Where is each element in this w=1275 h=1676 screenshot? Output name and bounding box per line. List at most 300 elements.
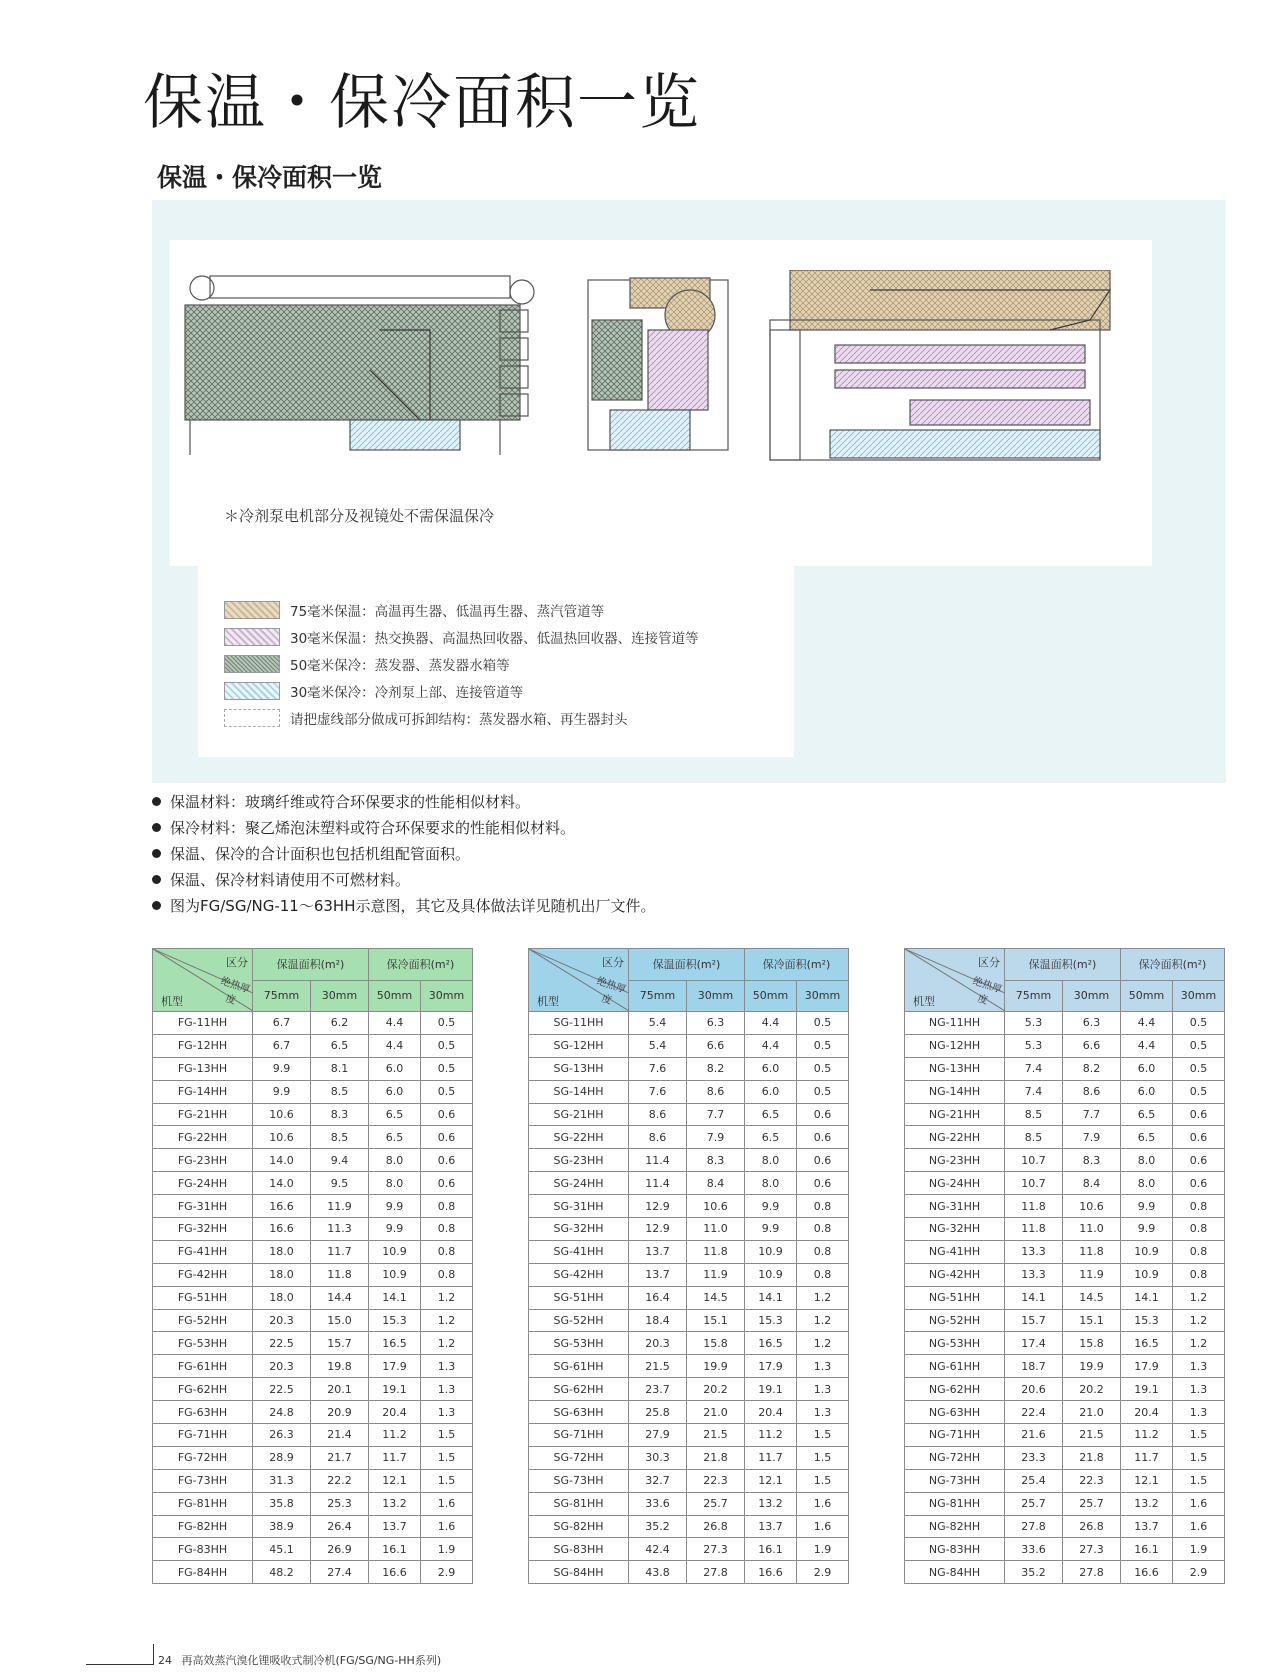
value-cell: 18.7: [1005, 1355, 1063, 1378]
model-cell: SG-81HH: [529, 1492, 629, 1515]
header-heat-75: 75mm: [1005, 980, 1063, 1012]
model-cell: SG-42HH: [529, 1263, 629, 1286]
value-cell: 17.9: [369, 1355, 421, 1378]
value-cell: 20.3: [253, 1309, 311, 1332]
value-cell: 10.9: [745, 1263, 797, 1286]
model-cell: NG-81HH: [905, 1492, 1005, 1515]
value-cell: 32.7: [629, 1469, 687, 1492]
value-cell: 1.3: [1173, 1401, 1225, 1424]
value-cell: 8.4: [687, 1172, 745, 1195]
middle-unit-drawing: [588, 278, 728, 450]
value-cell: 14.1: [1005, 1286, 1063, 1309]
value-cell: 14.5: [687, 1286, 745, 1309]
value-cell: 16.4: [629, 1286, 687, 1309]
area-table: [528, 948, 849, 1584]
value-cell: 4.4: [1121, 1012, 1173, 1035]
value-cell: 27.4: [311, 1561, 369, 1584]
value-cell: 11.8: [1005, 1218, 1063, 1241]
value-cell: 6.5: [745, 1103, 797, 1126]
value-cell: 15.8: [687, 1332, 745, 1355]
table-row: [153, 1149, 473, 1172]
value-cell: 18.4: [629, 1309, 687, 1332]
table-row: [153, 1515, 473, 1538]
value-cell: 9.9: [745, 1195, 797, 1218]
value-cell: 14.5: [1063, 1286, 1121, 1309]
value-cell: 12.9: [629, 1218, 687, 1241]
table-row: [905, 1515, 1225, 1538]
table-row: [153, 1309, 473, 1332]
value-cell: 9.9: [253, 1057, 311, 1080]
value-cell: 1.9: [1173, 1538, 1225, 1561]
value-cell: 8.0: [369, 1172, 421, 1195]
table-row: [529, 1446, 849, 1469]
value-cell: 21.4: [311, 1424, 369, 1447]
value-cell: 10.9: [1121, 1263, 1173, 1286]
table-row: [153, 1012, 473, 1035]
header-model: 机型: [537, 995, 559, 1008]
value-cell: 1.2: [797, 1332, 849, 1355]
page-title: 保温・保冷面积一览: [143, 68, 701, 138]
header-cold-50: 50mm: [369, 980, 421, 1012]
model-cell: NG-72HH: [905, 1446, 1005, 1469]
table-row: [529, 1034, 849, 1057]
value-cell: 5.3: [1005, 1012, 1063, 1035]
value-cell: 0.8: [797, 1195, 849, 1218]
model-cell: NG-21HH: [905, 1103, 1005, 1126]
value-cell: 0.5: [421, 1080, 473, 1103]
value-cell: 0.5: [1173, 1012, 1225, 1035]
value-cell: 10.6: [253, 1126, 311, 1149]
model-cell: SG-84HH: [529, 1561, 629, 1584]
footer-text: 再高效蒸汽溴化锂吸收式制冷机(FG/SG/NG-HH系列): [181, 1654, 442, 1667]
model-cell: SG-31HH: [529, 1195, 629, 1218]
value-cell: 11.4: [629, 1172, 687, 1195]
table-row: [905, 1332, 1225, 1355]
legend-label: 30毫米保冷：冷剂泵上部、连接管道等: [290, 684, 524, 701]
value-cell: 1.3: [421, 1355, 473, 1378]
figure-note: ＊冷剂泵电机部分及视镜处不需保温保冷: [224, 507, 495, 525]
value-cell: 6.5: [745, 1126, 797, 1149]
value-cell: 17.4: [1005, 1332, 1063, 1355]
model-cell: NG-63HH: [905, 1401, 1005, 1424]
model-cell: NG-14HH: [905, 1080, 1005, 1103]
value-cell: 6.0: [369, 1080, 421, 1103]
table-row: [153, 1561, 473, 1584]
value-cell: 21.5: [687, 1424, 745, 1447]
value-cell: 0.8: [421, 1240, 473, 1263]
table-row: [905, 1263, 1225, 1286]
value-cell: 14.0: [253, 1149, 311, 1172]
value-cell: 27.8: [1063, 1561, 1121, 1584]
value-cell: 1.3: [1173, 1355, 1225, 1378]
value-cell: 0.6: [797, 1149, 849, 1172]
value-cell: 0.8: [421, 1218, 473, 1241]
value-cell: 13.7: [629, 1263, 687, 1286]
bullet-icon: [152, 875, 161, 884]
table-row: [905, 1012, 1225, 1035]
value-cell: 21.0: [687, 1401, 745, 1424]
value-cell: 12.9: [629, 1195, 687, 1218]
value-cell: 1.2: [421, 1309, 473, 1332]
model-cell: NG-84HH: [905, 1561, 1005, 1584]
value-cell: 15.3: [369, 1309, 421, 1332]
value-cell: 9.9: [1121, 1195, 1173, 1218]
value-cell: 0.8: [421, 1195, 473, 1218]
model-cell: SG-53HH: [529, 1332, 629, 1355]
value-cell: 1.2: [421, 1286, 473, 1309]
legend-item: [224, 704, 699, 731]
table-row: [529, 1240, 849, 1263]
value-cell: 8.5: [311, 1080, 369, 1103]
value-cell: 1.6: [1173, 1515, 1225, 1538]
value-cell: 35.8: [253, 1492, 311, 1515]
value-cell: 1.5: [1173, 1446, 1225, 1469]
value-cell: 8.6: [1063, 1080, 1121, 1103]
value-cell: 9.9: [745, 1218, 797, 1241]
value-cell: 9.9: [369, 1195, 421, 1218]
value-cell: 11.0: [687, 1218, 745, 1241]
value-cell: 11.7: [311, 1240, 369, 1263]
model-cell: FG-32HH: [153, 1218, 253, 1241]
value-cell: 1.5: [1173, 1469, 1225, 1492]
value-cell: 19.9: [687, 1355, 745, 1378]
value-cell: 25.7: [687, 1492, 745, 1515]
table-row: [905, 1469, 1225, 1492]
header-heat-area: 保温面积(m²): [1005, 949, 1121, 981]
value-cell: 2.9: [421, 1561, 473, 1584]
note-item: 保温材料：玻璃纤维或符合环保要求的性能相似材料。: [152, 788, 656, 814]
model-cell: FG-21HH: [153, 1103, 253, 1126]
table-row: [905, 1149, 1225, 1172]
model-cell: NG-22HH: [905, 1126, 1005, 1149]
value-cell: 11.4: [629, 1149, 687, 1172]
model-cell: SG-51HH: [529, 1286, 629, 1309]
value-cell: 20.2: [687, 1378, 745, 1401]
model-cell: SG-41HH: [529, 1240, 629, 1263]
value-cell: 15.8: [1063, 1332, 1121, 1355]
value-cell: 0.5: [797, 1057, 849, 1080]
value-cell: 13.3: [1005, 1263, 1063, 1286]
value-cell: 8.0: [745, 1149, 797, 1172]
value-cell: 2.9: [1173, 1561, 1225, 1584]
header-cold-50: 50mm: [745, 980, 797, 1012]
value-cell: 11.7: [1121, 1446, 1173, 1469]
value-cell: 22.3: [687, 1469, 745, 1492]
note-item: 保冷材料：聚乙烯泡沫塑料或符合环保要求的性能相似材料。: [152, 814, 656, 840]
value-cell: 1.9: [421, 1538, 473, 1561]
value-cell: 15.1: [1063, 1309, 1121, 1332]
model-cell: SG-82HH: [529, 1515, 629, 1538]
table-row: [905, 1355, 1225, 1378]
table-row: [529, 1195, 849, 1218]
legend-swatch-dashed: [224, 709, 280, 727]
value-cell: 10.9: [745, 1240, 797, 1263]
value-cell: 27.8: [1005, 1515, 1063, 1538]
value-cell: 6.5: [311, 1034, 369, 1057]
value-cell: 23.3: [1005, 1446, 1063, 1469]
header-heat-30: 30mm: [687, 980, 745, 1012]
model-cell: NG-42HH: [905, 1263, 1005, 1286]
model-cell: NG-24HH: [905, 1172, 1005, 1195]
value-cell: 5.4: [629, 1012, 687, 1035]
table-row: [905, 1195, 1225, 1218]
legend-swatch-75mm-insulation: [224, 601, 280, 619]
value-cell: 27.9: [629, 1424, 687, 1447]
value-cell: 16.6: [745, 1561, 797, 1584]
value-cell: 16.1: [369, 1538, 421, 1561]
value-cell: 8.5: [311, 1126, 369, 1149]
value-cell: 1.9: [797, 1538, 849, 1561]
header-heat-30: 30mm: [1063, 980, 1121, 1012]
header-cold-area: 保冷面积(m²): [745, 949, 849, 981]
model-cell: NG-82HH: [905, 1515, 1005, 1538]
value-cell: 22.5: [253, 1332, 311, 1355]
table-row: [153, 1378, 473, 1401]
model-cell: SG-72HH: [529, 1446, 629, 1469]
value-cell: 0.6: [421, 1149, 473, 1172]
value-cell: 8.0: [369, 1149, 421, 1172]
table-row: [529, 1080, 849, 1103]
table-row: [905, 1057, 1225, 1080]
value-cell: 4.4: [745, 1034, 797, 1057]
value-cell: 30.3: [629, 1446, 687, 1469]
value-cell: 13.7: [629, 1240, 687, 1263]
table-row: [529, 1149, 849, 1172]
value-cell: 7.6: [629, 1080, 687, 1103]
value-cell: 25.7: [1063, 1492, 1121, 1515]
value-cell: 48.2: [253, 1561, 311, 1584]
value-cell: 16.1: [1121, 1538, 1173, 1561]
value-cell: 0.6: [797, 1126, 849, 1149]
table-row: [529, 1286, 849, 1309]
value-cell: 7.6: [629, 1057, 687, 1080]
model-cell: FG-23HH: [153, 1149, 253, 1172]
table-row: [529, 1378, 849, 1401]
value-cell: 20.4: [745, 1401, 797, 1424]
value-cell: 6.5: [369, 1103, 421, 1126]
header-cold-30: 30mm: [421, 980, 473, 1012]
value-cell: 9.9: [1121, 1218, 1173, 1241]
model-cell: NG-62HH: [905, 1378, 1005, 1401]
value-cell: 27.8: [687, 1561, 745, 1584]
value-cell: 0.8: [421, 1263, 473, 1286]
value-cell: 21.8: [687, 1446, 745, 1469]
value-cell: 15.3: [1121, 1309, 1173, 1332]
value-cell: 11.7: [369, 1446, 421, 1469]
table-row: [153, 1034, 473, 1057]
value-cell: 7.4: [1005, 1080, 1063, 1103]
value-cell: 6.6: [687, 1034, 745, 1057]
model-cell: FG-71HH: [153, 1424, 253, 1447]
bullet-icon: [152, 797, 161, 806]
value-cell: 16.6: [253, 1195, 311, 1218]
model-cell: NG-41HH: [905, 1240, 1005, 1263]
legend-swatch-30mm-cold: [224, 682, 280, 700]
value-cell: 1.5: [1173, 1424, 1225, 1447]
value-cell: 10.6: [1063, 1195, 1121, 1218]
value-cell: 43.8: [629, 1561, 687, 1584]
value-cell: 12.1: [745, 1469, 797, 1492]
value-cell: 22.5: [253, 1378, 311, 1401]
model-cell: NG-53HH: [905, 1332, 1005, 1355]
table-row: [905, 1424, 1225, 1447]
value-cell: 6.3: [1063, 1012, 1121, 1035]
notes-list: [152, 788, 656, 918]
value-cell: 16.5: [745, 1332, 797, 1355]
model-cell: FG-62HH: [153, 1378, 253, 1401]
model-cell: FG-52HH: [153, 1309, 253, 1332]
model-cell: SG-61HH: [529, 1355, 629, 1378]
value-cell: 1.6: [1173, 1492, 1225, 1515]
table-row: [529, 1492, 849, 1515]
footer-rule: [153, 1644, 154, 1665]
table-row: [905, 1126, 1225, 1149]
table-row: [529, 1424, 849, 1447]
value-cell: 13.7: [1121, 1515, 1173, 1538]
table-row: [529, 1469, 849, 1492]
value-cell: 1.6: [421, 1515, 473, 1538]
table-row: [529, 1218, 849, 1241]
value-cell: 1.6: [797, 1515, 849, 1538]
value-cell: 0.8: [797, 1240, 849, 1263]
value-cell: 15.7: [311, 1332, 369, 1355]
value-cell: 6.6: [1063, 1034, 1121, 1057]
header-cold-area: 保冷面积(m²): [369, 949, 473, 981]
table-row: [153, 1195, 473, 1218]
value-cell: 22.4: [1005, 1401, 1063, 1424]
value-cell: 0.6: [421, 1126, 473, 1149]
schematic-drawings: [170, 270, 1150, 500]
value-cell: 20.3: [253, 1355, 311, 1378]
header-heat-area: 保温面积(m²): [629, 949, 745, 981]
table-row: [529, 1309, 849, 1332]
header-heat-75: 75mm: [629, 980, 687, 1012]
legend-label: 50毫米保冷：蒸发器、蒸发器水箱等: [290, 657, 510, 674]
value-cell: 42.4: [629, 1538, 687, 1561]
value-cell: 11.3: [311, 1218, 369, 1241]
table-row: [153, 1080, 473, 1103]
header-thickness: 绝热厚度: [971, 975, 1004, 1007]
value-cell: 21.0: [1063, 1401, 1121, 1424]
value-cell: 19.1: [745, 1378, 797, 1401]
value-cell: 0.8: [1173, 1218, 1225, 1241]
value-cell: 17.9: [1121, 1355, 1173, 1378]
value-cell: 8.2: [1063, 1057, 1121, 1080]
value-cell: 15.0: [311, 1309, 369, 1332]
model-cell: NG-32HH: [905, 1218, 1005, 1241]
value-cell: 8.5: [1005, 1103, 1063, 1126]
value-cell: 12.1: [1121, 1469, 1173, 1492]
model-cell: FG-14HH: [153, 1080, 253, 1103]
table-row: [153, 1126, 473, 1149]
value-cell: 45.1: [253, 1538, 311, 1561]
value-cell: 21.5: [1063, 1424, 1121, 1447]
value-cell: 8.1: [311, 1057, 369, 1080]
value-cell: 8.2: [687, 1057, 745, 1080]
model-cell: NG-12HH: [905, 1034, 1005, 1057]
value-cell: 11.2: [369, 1424, 421, 1447]
value-cell: 21.7: [311, 1446, 369, 1469]
value-cell: 8.3: [1063, 1149, 1121, 1172]
value-cell: 1.5: [797, 1424, 849, 1447]
model-cell: FG-11HH: [153, 1012, 253, 1035]
value-cell: 0.8: [797, 1263, 849, 1286]
model-cell: FG-63HH: [153, 1401, 253, 1424]
model-cell: NG-52HH: [905, 1309, 1005, 1332]
value-cell: 26.4: [311, 1515, 369, 1538]
value-cell: 28.9: [253, 1446, 311, 1469]
header-division: 区分: [978, 956, 1000, 969]
value-cell: 25.8: [629, 1401, 687, 1424]
value-cell: 0.5: [797, 1034, 849, 1057]
value-cell: 11.7: [745, 1446, 797, 1469]
value-cell: 13.2: [1121, 1492, 1173, 1515]
model-cell: SG-83HH: [529, 1538, 629, 1561]
table-row: [905, 1309, 1225, 1332]
value-cell: 16.6: [1121, 1561, 1173, 1584]
value-cell: 0.8: [1173, 1263, 1225, 1286]
value-cell: 11.8: [1063, 1240, 1121, 1263]
model-cell: NG-23HH: [905, 1149, 1005, 1172]
value-cell: 10.7: [1005, 1172, 1063, 1195]
value-cell: 1.2: [1173, 1286, 1225, 1309]
value-cell: 13.7: [369, 1515, 421, 1538]
model-cell: FG-53HH: [153, 1332, 253, 1355]
value-cell: 1.2: [1173, 1309, 1225, 1332]
value-cell: 11.9: [1063, 1263, 1121, 1286]
model-cell: SG-14HH: [529, 1080, 629, 1103]
value-cell: 38.9: [253, 1515, 311, 1538]
value-cell: 1.3: [421, 1401, 473, 1424]
table-row: [153, 1263, 473, 1286]
model-cell: SG-12HH: [529, 1034, 629, 1057]
table-row: [905, 1034, 1225, 1057]
value-cell: 1.2: [421, 1332, 473, 1355]
value-cell: 10.9: [369, 1263, 421, 1286]
value-cell: 6.0: [1121, 1057, 1173, 1080]
value-cell: 6.0: [1121, 1080, 1173, 1103]
table-row: [529, 1172, 849, 1195]
value-cell: 0.5: [797, 1012, 849, 1035]
model-cell: FG-73HH: [153, 1469, 253, 1492]
value-cell: 9.9: [369, 1218, 421, 1241]
value-cell: 16.6: [253, 1218, 311, 1241]
value-cell: 0.6: [1173, 1126, 1225, 1149]
value-cell: 11.0: [1063, 1218, 1121, 1241]
model-cell: FG-13HH: [153, 1057, 253, 1080]
value-cell: 9.4: [311, 1149, 369, 1172]
value-cell: 1.3: [421, 1378, 473, 1401]
model-cell: SG-71HH: [529, 1424, 629, 1447]
legend-swatch-30mm-insulation: [224, 628, 280, 646]
value-cell: 1.5: [797, 1446, 849, 1469]
table-row: [529, 1126, 849, 1149]
value-cell: 0.6: [1173, 1172, 1225, 1195]
model-cell: FG-84HH: [153, 1561, 253, 1584]
value-cell: 9.9: [253, 1080, 311, 1103]
table-row: [905, 1378, 1225, 1401]
table-row: [153, 1424, 473, 1447]
header-cold-50: 50mm: [1121, 980, 1173, 1012]
value-cell: 13.7: [745, 1515, 797, 1538]
model-cell: SG-73HH: [529, 1469, 629, 1492]
model-cell: NG-83HH: [905, 1538, 1005, 1561]
table-row: [153, 1057, 473, 1080]
table-row: [905, 1492, 1225, 1515]
value-cell: 31.3: [253, 1469, 311, 1492]
table-row: [153, 1218, 473, 1241]
value-cell: 7.9: [687, 1126, 745, 1149]
